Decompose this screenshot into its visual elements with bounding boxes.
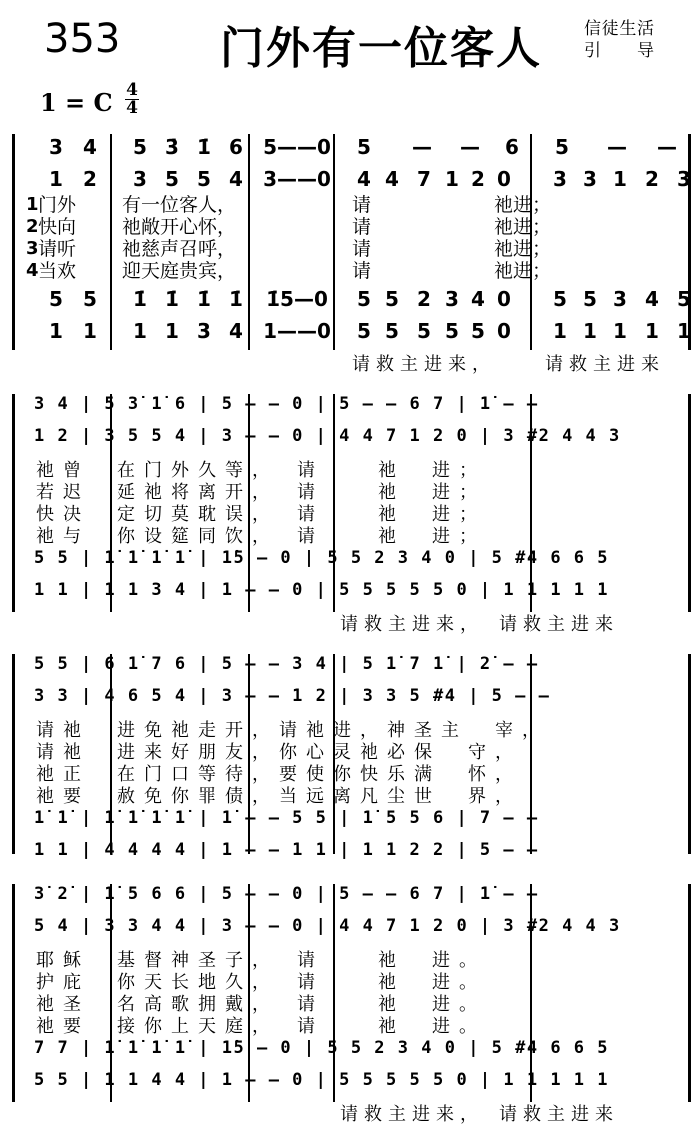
tenor-line: 7 7 | 1̇ 1̇ 1̇ 1̇ | 1̇5 — 0 | 5 5 2 3 4 0 | 5 #4 6 6 5 (34, 1038, 610, 1058)
verse-text: 请 (352, 238, 372, 260)
verse-text: 当欢 (38, 260, 77, 282)
note: 1 (677, 319, 691, 343)
soprano-line: 3 4 | 5 3̇ 1̇ 6 | 5 — — 0 | 5 — — 6 7 | 1̇ — — (34, 394, 539, 414)
note: 5 (49, 287, 63, 311)
bass-line (12, 318, 692, 344)
alto-line: 3 3 | 4 6 5 4 | 3 — — 1 2 | 3 3 5 #4 | 5 — — (34, 686, 551, 706)
note: 3——0 (263, 167, 331, 191)
note: 5 (133, 135, 147, 159)
source-block (584, 18, 654, 62)
song-title: 门外有一位客人 (220, 23, 542, 74)
note: 3 (677, 167, 691, 191)
note: 0 (497, 167, 511, 191)
call-response-2 (545, 350, 665, 376)
verse-text: 有一位客人， (122, 194, 237, 216)
note: 3 (583, 167, 597, 191)
verse-text: 若迟 延祂将离开， 请 祂 进； (36, 482, 486, 503)
call-response: 请救主进来， 请救主进来 (340, 1104, 619, 1125)
note: 1̇ (165, 287, 179, 311)
verse-text: 迎天庭贵宾， (122, 260, 237, 282)
note: 4 (229, 319, 243, 343)
system-4 (0, 880, 700, 1130)
verse-text: 耶稣 基督神圣子， 请 祂 进。 (36, 950, 486, 971)
verse-text: 祂正 在门口等待，要使你快乐满 怀， (36, 764, 522, 785)
note: 1 (645, 319, 659, 343)
verse-text: 祂要 赦免你罪债，当远离凡尘世 界， (36, 786, 522, 807)
verse-text: 请祂 进来好朋友，你心灵祂必保 守， (36, 742, 522, 763)
verse-text: 请听 (38, 238, 77, 260)
verse-text: 护庇 你天长地久， 请 祂 进。 (36, 972, 486, 993)
call-response: 请救主进来， 请救主进来 (340, 614, 619, 635)
note: 4 (229, 167, 243, 191)
call-1: 请救主进来， (352, 354, 496, 375)
song-number: 353 (44, 16, 121, 62)
soprano-line (12, 134, 692, 160)
time-signature (124, 82, 140, 117)
note: 4 (83, 135, 97, 159)
note: 4 (645, 287, 659, 311)
note: 2 (83, 167, 97, 191)
key-signature: 1 = C (40, 88, 113, 117)
note: 5 (357, 287, 371, 311)
verse-text: 祂曾 在门外久等， 请 祂 进； (36, 460, 486, 481)
verse-number: 4 (26, 260, 39, 281)
note: 5 (677, 287, 691, 311)
note: — (412, 135, 432, 159)
tenor-line: 5 5 | 1̇ 1̇ 1̇ 1̇ | 1̇5 — 0 | 5 5 2 3 4 0 | 5 #4 6 6 5 (34, 548, 610, 568)
verse-text: 请 (352, 260, 372, 282)
note: 1 (613, 319, 627, 343)
verse-text: 请 (352, 194, 372, 216)
call-response (352, 350, 496, 376)
verse-text: 祂要 接你上天庭， 请 祂 进。 (36, 1016, 486, 1037)
system-1 (0, 130, 700, 375)
note: 1̇5—0 (266, 287, 328, 311)
bass-line: 1 1 | 4 4 4 4 | 1 — — 1 1 | 1 1 2 2 | 5 — — (34, 840, 539, 860)
note: 6 (229, 135, 243, 159)
note: 2 (645, 167, 659, 191)
note: 1 (613, 167, 627, 191)
tenor-line: 1̇ 1̇ | 1̇ 1̇ 1̇ 1̇ | 1̇ — — 5 5 | 1̇ 5 5 6 | 7 — — (34, 808, 539, 828)
note: 1 (583, 319, 597, 343)
note: 1 (49, 319, 63, 343)
note: 7 (417, 167, 431, 191)
note: 1̇ (229, 287, 243, 311)
note: 3 (49, 135, 63, 159)
soprano-line: 5 5 | 6 1̇ 7 6 | 5 — — 3 4 | 5 1̇ 7 1̇ | 2̇ — — (34, 654, 539, 674)
note: 1 (83, 319, 97, 343)
note: 5 (165, 167, 179, 191)
note: 3̇ (165, 135, 179, 159)
verse-text: 祂敞开心怀， (122, 216, 237, 238)
verse-text: 祂进； (494, 216, 552, 238)
verse-text: 祂慈声召呼， (122, 238, 237, 260)
note: — (460, 135, 480, 159)
verse-text: 祂进； (494, 238, 552, 260)
note: 1̇ (133, 287, 147, 311)
note: — (607, 135, 627, 159)
source-line-1: 信徒生活 (584, 19, 654, 39)
verse-text: 快向 (38, 216, 77, 238)
time-top: 4 (126, 80, 138, 100)
call-2: 请救主进来 (545, 354, 665, 375)
note: 0 (497, 319, 511, 343)
note: 2 (471, 167, 485, 191)
system-2 (0, 390, 700, 640)
verse-text: 快决 定切莫耽误， 请 祂 进； (36, 504, 486, 525)
verse-text: 门外 (38, 194, 77, 216)
verse-text: 请祂 进免祂走开，请祂进，神圣主 宰， (36, 720, 549, 741)
bass-line: 1 1 | 1 1 3 4 | 1 — — 0 | 5 5 5 5 5 0 | 1 1 1 1 1 (34, 580, 610, 600)
verse-number: 1 (26, 194, 39, 215)
alto-line (12, 166, 692, 192)
note: 5 (83, 287, 97, 311)
verse-text: 请 (352, 216, 372, 238)
note: 5 (583, 287, 597, 311)
note: — (657, 135, 677, 159)
verse-text: 祂圣 名高歌拥戴， 请 祂 进。 (36, 994, 486, 1015)
note: 1̇ (197, 135, 211, 159)
note: 4 (357, 167, 371, 191)
note: 5——0 (263, 135, 331, 159)
note: 3 (445, 287, 459, 311)
note: 3 (613, 287, 627, 311)
note: 1 (165, 319, 179, 343)
verse-text: 祂与 你设筵同饮， 请 祂 进； (36, 526, 486, 547)
note: 5 (471, 319, 485, 343)
note: 4 (471, 287, 485, 311)
note: 4 (385, 167, 399, 191)
note: 1 (445, 167, 459, 191)
note: 3 (197, 319, 211, 343)
note: 1 (553, 319, 567, 343)
note: 6 (505, 135, 519, 159)
verse-text: 祂进； (494, 260, 552, 282)
bass-line: 5 5 | 1 1 4 4 | 1 — — 0 | 5 5 5 5 5 0 | 1 1 1 1 1 (34, 1070, 610, 1090)
note: 1 (49, 167, 63, 191)
system-3 (0, 650, 700, 870)
note: 5 (197, 167, 211, 191)
source-line-2: 引导 (584, 41, 654, 61)
note: 1̇ (197, 287, 211, 311)
alto-line: 5 4 | 3 3 4 4 | 3 — — 0 | 4 4 7 1 2 0 | 3 #2 4 4 3 (34, 916, 621, 936)
verse-text: 祂进； (494, 194, 552, 216)
note: 3 (133, 167, 147, 191)
note: 5 (385, 319, 399, 343)
note: 5 (357, 135, 371, 159)
verse-lines (0, 192, 700, 296)
note: 5 (445, 319, 459, 343)
note: 5 (385, 287, 399, 311)
tenor-line (12, 286, 692, 312)
time-bottom: 4 (126, 98, 138, 118)
verse-number: 2 (26, 216, 39, 237)
note: 2 (417, 287, 431, 311)
alto-line: 1 2 | 3 5 5 4 | 3 — — 0 | 4 4 7 1 2 0 | 3 #2 4 4 3 (34, 426, 621, 446)
note: 5 (417, 319, 431, 343)
note: 1——0 (263, 319, 331, 343)
note: 1 (133, 319, 147, 343)
note: 3 (553, 167, 567, 191)
soprano-line: 3̇ 2̇ | 1̇ 5 6 6 | 5 — — 0 | 5 — — 6 7 | 1̇ — — (34, 884, 539, 904)
note: 5 (553, 287, 567, 311)
verse-number: 3 (26, 238, 39, 259)
note: 0 (497, 287, 511, 311)
note: 5 (555, 135, 569, 159)
note: 5 (357, 319, 371, 343)
